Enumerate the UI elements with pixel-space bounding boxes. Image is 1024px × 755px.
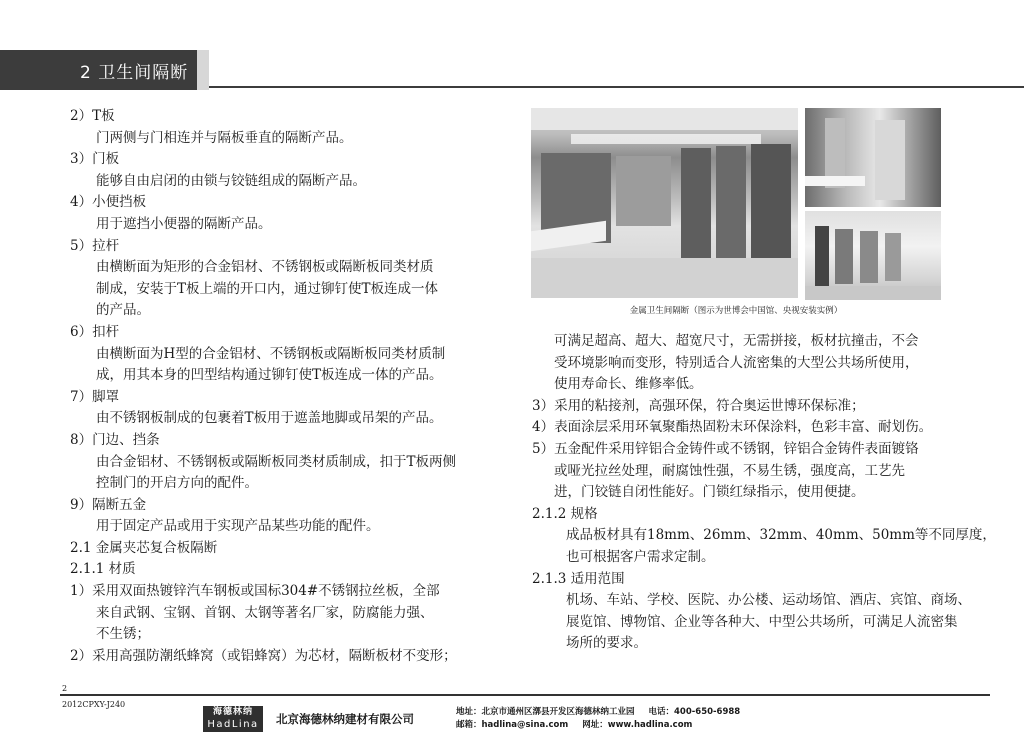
text-line: 使用寿命长、维修率低。 — [554, 376, 703, 393]
email: 邮箱：hadlina@sina.com — [456, 720, 569, 730]
text-line: 由横断面为H型的合金铝材、不锈钢板或隔断板同类材质制 — [96, 345, 446, 362]
website: 网址：www.hadlina.com — [582, 720, 693, 730]
text-line: 7）脚罩 — [70, 388, 120, 405]
text-line: 也可根据客户需求定制。 — [566, 548, 715, 565]
text-line: 4）小便挡板 — [70, 194, 147, 211]
right-column — [532, 331, 996, 655]
text-line: 用于固定产品或用于实现产品某些功能的配件。 — [96, 518, 380, 535]
text-line: 3）门板 — [70, 151, 120, 168]
section-title: 2 卫生间隔断 — [80, 63, 189, 83]
text-line: 制成，安装于T板上端的开口内，通过铆钉使T板连成一体 — [96, 280, 439, 297]
text-line: 门两侧与门相连并与隔板垂直的隔断产品。 — [96, 129, 353, 146]
page-number: 2 — [62, 684, 68, 693]
left-column — [70, 106, 510, 667]
text-line: 用于遮挡小便器的隔断产品。 — [96, 215, 272, 232]
text-line: 1）采用双面热镀锌汽车钢板或国标304#不锈钢拉丝板，全部 — [70, 583, 440, 600]
text-line: 进，门铰链自闭性能好。门锁红绿指示，使用便捷。 — [554, 484, 865, 501]
text-line: 4）表面涂层采用环氧聚酯热固粉末环保涂料，色彩丰富、耐划伤。 — [532, 419, 933, 436]
text-line: 5）拉杆 — [70, 237, 120, 254]
text-line: 6）扣杆 — [70, 323, 120, 340]
text-line: 2）采用高强防潮纸蜂窝（或铝蜂窝）为芯材，隔断板材不变形； — [70, 647, 457, 664]
text-line: 8）门边、挡条 — [70, 431, 160, 448]
text-line: 成，用其本身的凹型结构通过铆钉使T板连成一体的产品。 — [96, 367, 443, 384]
text-line: 2.1.2 规格 — [532, 505, 598, 522]
text-line: 能够自由启闭的由锁与铰链组成的隔断产品。 — [96, 172, 366, 189]
company-name: 北京海德林纳建材有限公司 — [276, 712, 414, 726]
text-line: 3）采用的粘接剂，高强环保，符合奥运世博环保标准； — [532, 397, 865, 414]
text-line: 可满足超高、超大、超宽尺寸，无需拼接，板材抗撞击，不会 — [554, 333, 919, 349]
text-line: 2.1.1 材质 — [70, 561, 136, 578]
text-line: 2.1 金属夹芯复合板隔断 — [70, 539, 218, 556]
text-line: 场所的要求。 — [566, 635, 647, 652]
logo-chinese: 海德林纳 — [212, 707, 253, 717]
text-line: 受环境影响而变形，特别适合人流密集的大型公共场所使用， — [554, 354, 919, 371]
logo-english: HadLina — [207, 719, 259, 730]
text-line: 展览馆、博物馆、企业等各种大、中型公共场所，可满足人流密集 — [566, 613, 958, 630]
text-line: 2.1.3 适用范围 — [532, 570, 625, 587]
phone: 电话：400-650-6988 — [648, 707, 741, 717]
photo-bottom-right — [805, 211, 941, 300]
text-line: 由合金铝材、不锈钢板或隔断板同类材质制成，扣于T板两侧 — [96, 453, 457, 470]
address: 地址：北京市通州区漷县开发区海德林纳工业园 — [456, 707, 635, 717]
photo-top-right — [805, 108, 941, 207]
contact-info — [456, 706, 740, 732]
text-line: 不生锈； — [96, 626, 150, 643]
text-line: 机场、车站、学校、医院、办公楼、运动场馆、酒店、宾馆、商场、 — [566, 592, 971, 609]
doc-code: 2012CPXY-J240 — [62, 700, 126, 709]
photo-caption: 金属卫生间隔断（图示为世博会中国馆、央视安装实例） — [629, 306, 843, 316]
text-line: 控制门的开启方向的配件。 — [96, 475, 258, 492]
text-line: 来自武钢、宝钢、首钢、太钢等著名厂家，防腐能力强、 — [96, 604, 434, 621]
text-line: 2）T板 — [70, 108, 115, 124]
text-line: 由横断面为矩形的合金铝材、不锈钢板或隔断板同类材质 — [96, 259, 434, 276]
text-line: 或哑光拉丝处理，耐腐蚀性强，不易生锈，强度高，工艺先 — [554, 462, 905, 479]
header-notch — [197, 50, 209, 90]
text-line: 9）隔断五金 — [70, 496, 147, 513]
photo-main-restroom — [531, 108, 798, 298]
header-rule — [209, 86, 1024, 88]
company-logo — [203, 706, 263, 732]
text-line: 的产品。 — [96, 302, 150, 319]
footer-rule — [60, 694, 990, 696]
text-line: 由不锈钢板制成的包裹着T板用于遮盖地脚或吊架的产品。 — [96, 410, 443, 427]
text-line: 成品板材具有18mm、26mm、32mm、40mm、50mm等不同厚度， — [566, 527, 996, 544]
text-line: 5）五金配件采用锌铝合金铸件或不锈钢，锌铝合金铸件表面镀铬 — [532, 440, 919, 457]
